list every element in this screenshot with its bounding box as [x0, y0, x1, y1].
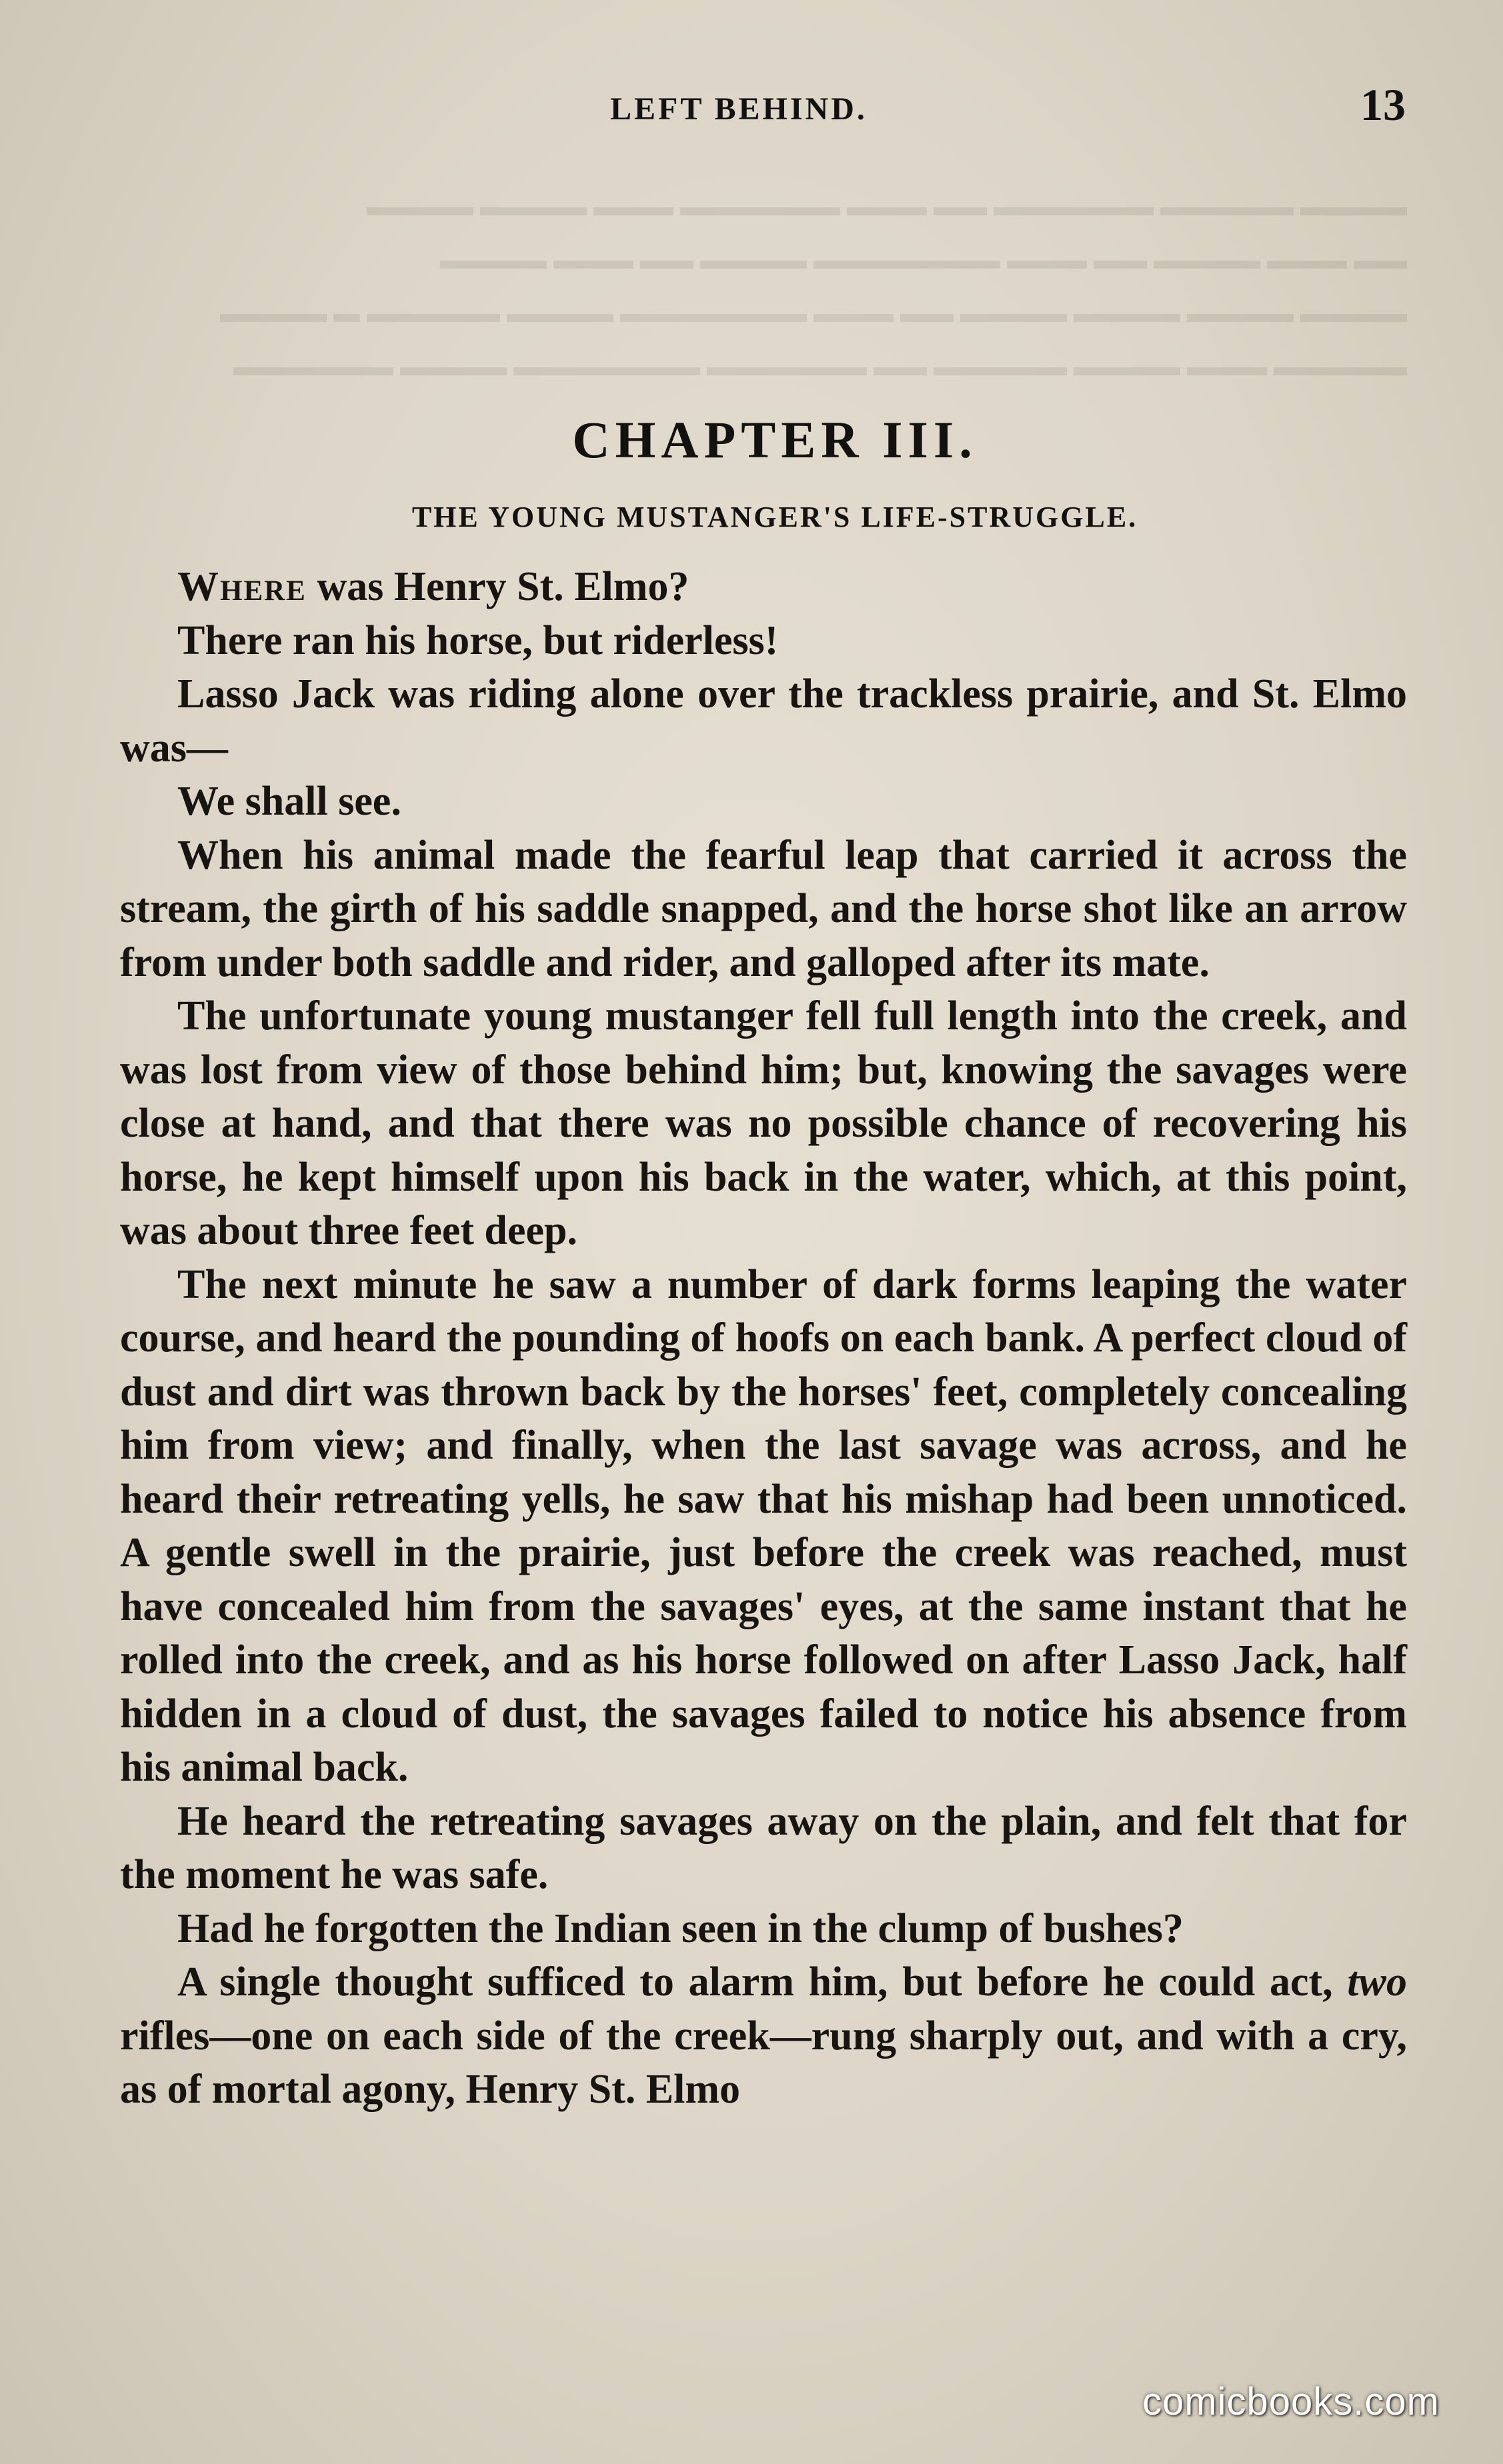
- body-text: [120, 560, 1407, 2117]
- paragraph: There ran his horse, but riderless!: [177, 617, 779, 663]
- show-through-text: ▬▬▬▬ ▬▬▬▬▬ ▬▬▬▬▬▬ ▬▬ ▬▬▬ ▬▬▬▬▬▬ ▬▬▬ ▬▬▬▬ ▬▬▬▬ ▬▬ ▬▬▬ ▬▬▬▬ ▬▬ ▬▬▬ ▬▬▬▬▬▬▬ ▬▬▬▬ ▬▬ ▬▬▬ ▬▬▬▬ ▬▬▬▬ ▬▬▬▬ ▬▬▬▬ ▬▬▬▬ ▬▬ ▬▬▬ ▬▬▬▬▬▬▬ ▬▬▬▬ ▬▬▬▬▬ ▬ ▬▬▬▬ ▬▬▬▬▬ ▬▬▬ ▬▬▬▬ ▬▬▬▬▬ ▬▬ ▬▬▬▬▬▬ ▬▬▬▬▬▬▬ ▬▬▬▬ ▬▬▬▬▬▬: [220, 191, 1407, 381]
- paragraph: A single thought sufficed to alarm him, but before he could act, two rifles—one on each side of the creek—rung sharply out, and with a cry, as of mortal agony, Henry St. Elmo: [120, 1959, 1407, 2112]
- paragraph: Where was Henry St. Elmo?: [177, 564, 689, 609]
- paragraph: When his animal made the fearful leap that carried it across the stream, the girth of his saddle snapped, and the horse shot like an arrow from under both saddle and rider, and galloped after its mate.: [120, 832, 1407, 985]
- italic-word: two: [1347, 1959, 1407, 2005]
- paragraph: Had he forgotten the Indian seen in the clump of bushes?: [177, 1905, 1184, 1951]
- lead-in-word: Where: [177, 564, 307, 609]
- running-title: LEFT BEHIND.: [610, 91, 868, 127]
- paragraph: We shall see.: [177, 779, 401, 824]
- chapter-title: CHAPTER III.: [572, 411, 978, 469]
- site-watermark: comicbooks.com: [1142, 2380, 1440, 2423]
- paragraph: The unfortunate young mustanger fell full length into the creek, and was lost from view of those behind him; but, knowing the savages were close at hand, and that there was no possible chance of recovering his horse, he kept himself upon his back in the water, which, at this point, was about three feet deep.: [120, 993, 1407, 1253]
- page-number: 13: [1360, 79, 1406, 130]
- paragraph: He heard the retreating savages away on the plain, and felt that for the moment he was safe.: [120, 1798, 1407, 1897]
- paragraph: The next minute he saw a number of dark forms leaping the water course, and heard the pounding of hoofs on each bank. A perfect cloud of dust and dirt was thrown back by the horses' feet, completely concealing him from view; and finally, when the last savage was across, and he heard their retreating yells, he saw that his mishap had been unnoticed. A gentle swell in the prairie, just before the creek was reached, must have concealed him from the savages' eyes, at the same instant that he rolled into the creek, and as his horse followed on after Lasso Jack, half hidden in a cloud of dust, the savages failed to notice his absence from his animal back.: [120, 1261, 1407, 1790]
- chapter-subtitle: THE YOUNG MUSTANGER'S LIFE-STRUGGLE.: [411, 501, 1138, 533]
- page-header: [0, 79, 1503, 139]
- paragraph: Lasso Jack was riding alone over the trackless prairie, and St. Elmo was—: [120, 671, 1407, 771]
